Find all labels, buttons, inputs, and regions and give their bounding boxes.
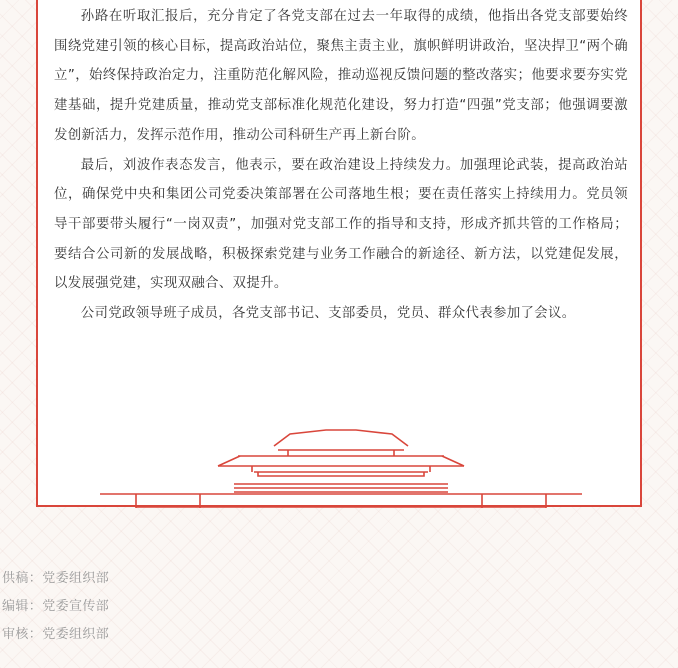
tiananmen-gate-icon	[100, 420, 582, 508]
article-paragraph-3: 公司党政领导班子成员，各党支部书记、支部委员，党员、群众代表参加了会议。	[80, 306, 576, 322]
credit-value-review: 党委组织部	[42, 627, 110, 642]
credit-label-review: 审核：	[2, 627, 43, 642]
credit-value-editor: 党委宣传部	[42, 599, 110, 614]
credit-line-editor	[2, 596, 109, 624]
credit-line-supply	[2, 568, 109, 596]
credit-label-editor: 编辑：	[2, 599, 43, 614]
credit-line-review	[2, 624, 109, 652]
article-paragraph-1: 孙路在听取汇报后，充分肯定了各党支部在过去一年取得的成绩，他指出各党支部要始终围绕党建引领的核心目标，提高政治站位，聚焦主责主业，旗帜鲜明讲政治，坚决捍卫“两个确立”，始终保持政治定力，注重防范化解风险，推动巡视反馈问题的整改落实；他要求要夯实党建基础，提升党建质量，推动党支部标准化规范化建设，努力打造“四强”党支部；他强调要激发创新活力，发挥示范作用，推动公司科研生产再上新台阶。	[54, 9, 628, 143]
article-paragraph-2: 最后，刘波作表态发言，他表示，要在政治建设上持续发力。加强理论武装，提高政治站位，确保党中央和集团公司党委决策部署在公司落地生根；要在责任落实上持续用力。党员领导干部要带头履行“一岗双责”，加强对党支部工作的指导和支持，形成齐抓共管的工作格局；要结合公司新的发展战略，积极探索党建与业务工作融合的新途径、新方法，以党建促发展，以发展强党建，实现双融合、双提升。	[54, 157, 628, 292]
credits-block	[2, 568, 109, 652]
article-body	[54, 2, 628, 329]
article-card	[36, 0, 642, 507]
credit-label-supply: 供稿：	[2, 571, 43, 586]
credit-value-supply: 党委组织部	[42, 571, 110, 586]
